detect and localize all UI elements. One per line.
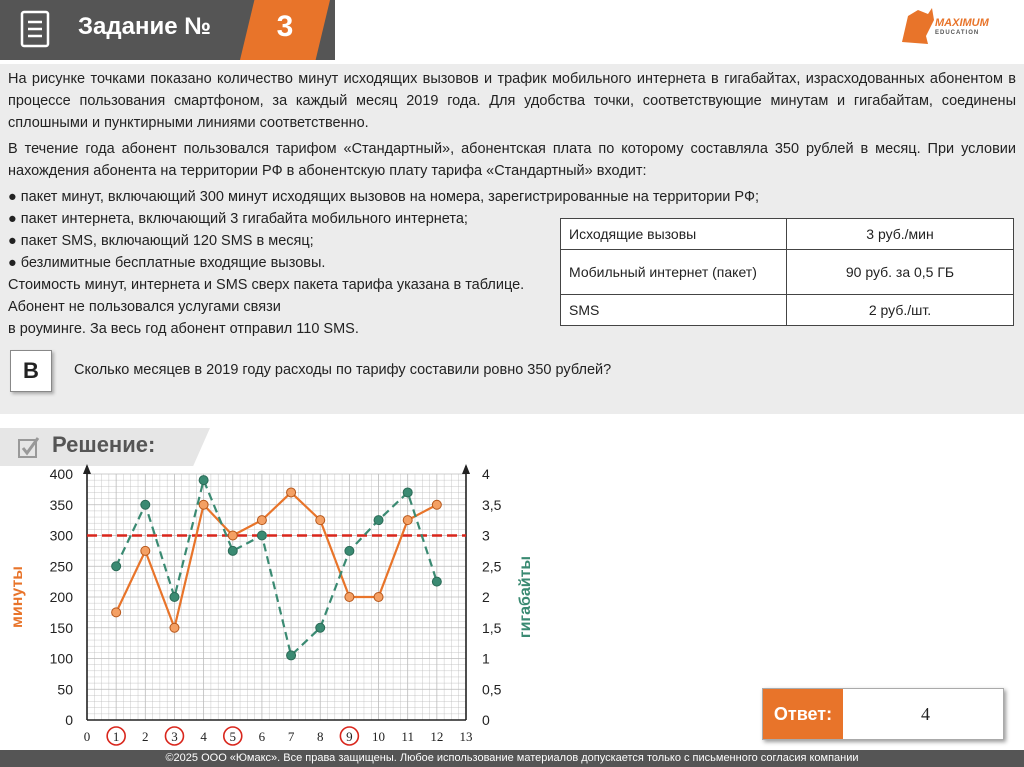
- y-right-tick-label: 0,5: [482, 681, 502, 698]
- minutes-point: [112, 608, 121, 617]
- y-left-tick-label: 300: [49, 527, 73, 544]
- minutes-point: [141, 546, 150, 555]
- x-tick-label: 0: [83, 729, 91, 744]
- table-cell-price: 2 руб./шт.: [787, 295, 1014, 326]
- y-right-tick-label: 3,5: [482, 496, 502, 513]
- gigabytes-point: [345, 546, 354, 555]
- y-right-tick-label: 3: [482, 527, 490, 544]
- minutes-point: [374, 593, 383, 602]
- table-row: [561, 295, 1014, 326]
- x-tick-label: 3: [171, 729, 178, 744]
- minutes-point: [432, 500, 441, 509]
- bullet-sms: ● пакет SMS, включающий 120 SMS в месяц;: [8, 233, 314, 249]
- answer-box: [762, 688, 1004, 740]
- task-paragraph-1: На рисунке точками показано количество минут исходящих вызовов и трафик мобильного интернета в гигабайтах, израсходованных абонентом в процессе пользования смартфоном, за каждый месяц 2019 года. Для удобства точки, соответствующие минутам и гигабайтам, соединены сплошными и пунктирными линиями соответственно.: [8, 71, 1016, 131]
- x-tick-label: 12: [430, 729, 444, 744]
- minutes-point: [316, 516, 325, 525]
- y-left-axis-label: минуты: [9, 566, 26, 628]
- y-axis-right-arrow: [462, 464, 470, 474]
- y-axis-left-arrow: [83, 464, 91, 474]
- table-cell-price: 90 руб. за 0,5 ГБ: [787, 250, 1014, 295]
- minutes-point: [345, 593, 354, 602]
- logo-text: MAXIMUM: [935, 17, 989, 29]
- x-tick-label: 8: [316, 729, 324, 744]
- gigabytes-point: [170, 593, 179, 602]
- y-right-tick-label: 1,5: [482, 619, 502, 636]
- y-left-tick-label: 100: [49, 650, 73, 667]
- x-tick-label: 6: [258, 729, 266, 744]
- gigabytes-point: [228, 546, 237, 555]
- minutes-point: [170, 623, 179, 632]
- bullet-internet: ● пакет интернета, включающий 3 гигабайта мобильного интернета;: [8, 211, 468, 227]
- x-tick-label: 11: [401, 729, 414, 744]
- task-number: 3: [276, 10, 294, 43]
- answer-value: 4: [921, 704, 930, 724]
- solution-title: Решение:: [52, 432, 156, 457]
- tail-line-3: в роуминге. За весь год абонент отправил 110 SMS.: [8, 321, 359, 337]
- table-cell-service: SMS: [561, 295, 787, 326]
- gigabytes-point: [112, 562, 121, 571]
- table-row: [561, 250, 1014, 295]
- y-left-tick-label: 150: [49, 619, 73, 636]
- gigabytes-point: [257, 531, 266, 540]
- minutes-point: [403, 516, 412, 525]
- checkbox-icon: [18, 436, 40, 458]
- y-right-tick-label: 1: [482, 650, 490, 667]
- table-cell-service: Мобильный интернет (пакет): [561, 250, 787, 295]
- document-icon: [20, 10, 50, 48]
- gigabytes-point: [403, 488, 412, 497]
- logo-subtext: EDUCATION: [935, 30, 980, 36]
- question-letter-badge: В: [10, 350, 52, 392]
- y-right-axis-label: гигабайты: [517, 555, 534, 639]
- task-title: Задание №: [78, 13, 211, 40]
- y-right-tick-label: 2,5: [482, 558, 502, 575]
- table-row: [561, 219, 1014, 250]
- bullet-incoming: ● безлимитные бесплатные входящие вызовы.: [8, 255, 326, 271]
- y-left-tick-label: 250: [49, 558, 73, 575]
- y-right-tick-label: 4: [482, 466, 490, 482]
- gigabytes-point: [199, 476, 208, 485]
- footer-copyright: ©2025 ООО «Юмакс». Все права защищены. Любое использование материалов допускается только с письменного согласия компании: [0, 750, 1024, 767]
- x-tick-label: 10: [372, 729, 386, 744]
- x-tick-label: 9: [346, 729, 353, 744]
- y-left-tick-label: 0: [65, 712, 73, 728]
- tail-line-1: Стоимость минут, интернета и SMS сверх пакета тарифа указана в таблице.: [8, 277, 525, 293]
- table-cell-service: Исходящие вызовы: [561, 219, 787, 250]
- minutes-point: [257, 516, 266, 525]
- y-left-tick-label: 350: [49, 496, 73, 513]
- question-text: Сколько месяцев в 2019 году расходы по тарифу составили ровно 350 рублей?: [74, 362, 612, 378]
- minutes-point: [228, 531, 237, 540]
- x-tick-label: 13: [459, 729, 473, 744]
- gigabytes-point: [141, 500, 150, 509]
- y-left-tick-label: 400: [49, 466, 73, 482]
- tail-line-2: Абонент не пользовался услугами связи: [8, 299, 281, 315]
- x-tick-label: 1: [112, 729, 120, 744]
- y-left-tick-label: 50: [57, 681, 73, 698]
- x-tick-label: 5: [229, 729, 237, 744]
- gigabytes-point: [374, 516, 383, 525]
- header-bar: [0, 0, 1024, 64]
- minutes-gigabytes-chart: [0, 462, 560, 750]
- minutes-point: [287, 488, 296, 497]
- gigabytes-point: [287, 651, 296, 660]
- gigabytes-point: [432, 577, 441, 586]
- y-right-tick-label: 2: [482, 589, 490, 605]
- table-cell-price: 3 руб./мин: [787, 219, 1014, 250]
- tariff-table: [560, 218, 1014, 326]
- task-paragraph-2: В течение года абонент пользовался тарифом «Стандартный», абонентская плата по которому составляла 350 рублей в месяц. При условии нахождения абонента на территории РФ в абонентскую плату тарифа «Стандартный» входит:: [8, 141, 1016, 179]
- y-right-tick-label: 0: [482, 712, 490, 728]
- x-tick-label: 4: [200, 729, 207, 744]
- answer-label: Ответ:: [763, 689, 843, 739]
- bullet-minutes: ● пакет минут, включающий 300 минут исходящих вызовов на номера, зарегистрированные на территории РФ;: [8, 189, 759, 205]
- minutes-point: [199, 500, 208, 509]
- gigabytes-point: [316, 623, 325, 632]
- y-left-tick-label: 200: [49, 589, 73, 605]
- x-tick-label: 2: [142, 729, 149, 744]
- x-tick-label: 7: [287, 729, 295, 744]
